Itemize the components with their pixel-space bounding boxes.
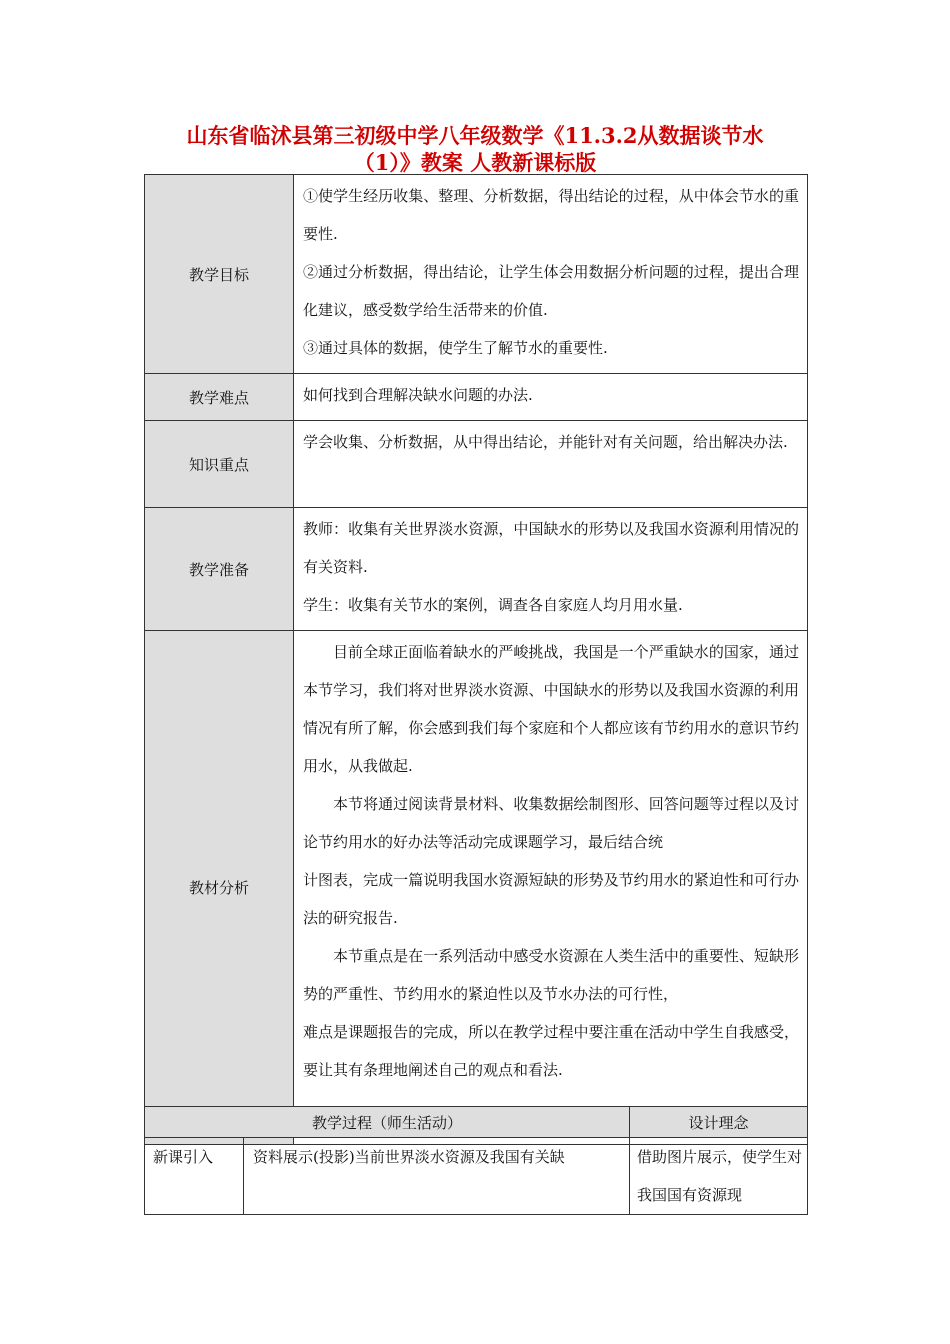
teaching-process-table [144,1106,808,1215]
preparation-teacher: 教师：收集有关世界淡水资源，中国缺水的形势以及我国水资源利用情况的有关资料. [303,520,799,576]
row-teaching-goals [145,175,808,374]
title-line-2: （1）》教案 人教新课标版 [353,150,597,175]
lesson-plan-table [144,174,808,1145]
content-material-analysis [294,631,808,1145]
row-material-analysis [145,631,808,1145]
content-preparation [294,508,808,631]
label-teaching-goals: 教学目标 [145,175,294,374]
content-key-points [294,421,808,508]
header-teaching-process: 教学过程（师生活动） [145,1107,630,1138]
design-text-intro: 借助图片展示，使学生对我国国有资源现 [630,1138,808,1215]
label-material-analysis: 教材分析 [145,631,294,1145]
difficulty-text: 如何找到合理解决缺水问题的办法. [303,386,533,404]
title-line-1: 山东省临沭县第三初级中学八年级数学《11.3.2从数据谈节水 [186,123,764,148]
row-key-points [145,421,808,508]
preparation-student: 学生：收集有关节水的案例，调查各自家庭人均月用水量. [303,596,683,614]
analysis-paragraph-2b: 计图表，完成一篇说明我国水资源短缺的形势及节约用水的紧迫性和可行办法的研究报告. [303,871,799,927]
content-teaching-goals [294,175,808,374]
key-points-text: 学会收集、分析数据，从中得出结论，并能针对有关问题，给出解决办法. [303,433,788,451]
process-row-intro [145,1138,808,1215]
section-new-lesson-intro: 新课引入 [145,1138,244,1215]
goal-1: ①使学生经历收集、整理、分析数据，得出结论的过程，从中体会节水的重要性. [303,187,799,243]
content-teaching-difficulty [294,374,808,421]
header-design-concept: 设计理念 [630,1107,808,1138]
process-text-intro: 资料展示(投影)当前世界淡水资源及我国有关缺 [244,1138,630,1215]
label-teaching-difficulty: 教学难点 [145,374,294,421]
goal-2: ②通过分析数据，得出结论，让学生体会用数据分析问题的过程，提出合理化建议，感受数学给生活带来的价值. [303,263,799,319]
process-header-row [145,1107,808,1138]
row-teaching-difficulty [145,374,808,421]
goal-3: ③通过具体的数据，使学生了解节水的重要性. [303,339,608,357]
label-preparation: 教学准备 [145,508,294,631]
analysis-paragraph-3b: 难点是课题报告的完成，所以在教学过程中要注重在活动中学生自我感受，要让其有条理地阐述自己的观点和看法. [303,1023,799,1079]
analysis-paragraph-3a: 本节重点是在一系列活动中感受水资源在人类生活中的重要性、短缺形势的严重性、节约用水的紧迫性以及节水办法的可行性， [303,947,799,1003]
analysis-paragraph-1: 目前全球正面临着缺水的严峻挑战，我国是一个严重缺水的国家，通过本节学习，我们将对世界淡水资源、中国缺水的形势以及我国水资源的利用情况有所了解，你会感到我们每个家庭和个人都应该有节约用水的意识节约用水，从我做起. [303,643,799,775]
analysis-paragraph-2a: 本节将通过阅读背景材料、收集数据绘制图形、回答问题等过程以及讨论节约用水的好办法等活动完成课题学习，最后结合统 [303,795,799,851]
label-key-points: 知识重点 [145,421,294,508]
document-title [0,122,950,176]
row-preparation [145,508,808,631]
